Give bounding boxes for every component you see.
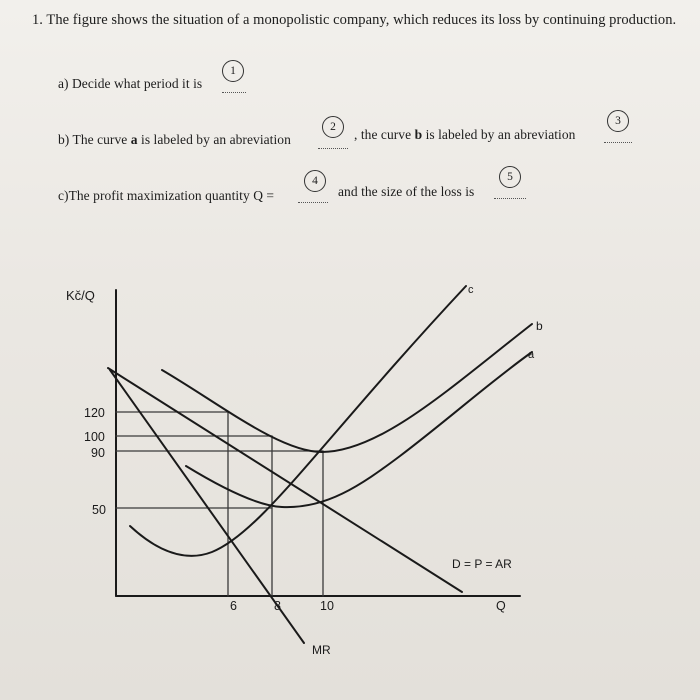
answer-circle-5: 5 — [499, 166, 521, 188]
answer-circle-2: 2 — [322, 116, 344, 138]
x-tick-6: 6 — [230, 599, 237, 613]
curve-label-b: b — [536, 319, 543, 333]
part-b-end: is labeled by an abreviation — [425, 127, 576, 142]
y-tick-100: 100 — [84, 430, 105, 444]
answer-circle-1: 1 — [222, 60, 244, 82]
x-tick-10: 10 — [320, 599, 334, 613]
answer-circle-4: 4 — [304, 170, 326, 192]
y-tick-90: 90 — [91, 446, 105, 460]
curve-b — [162, 324, 532, 452]
part-a-text: a) Decide what period it is — [58, 76, 203, 91]
x-axis-label: Q — [496, 599, 506, 613]
y-tick-50: 50 — [92, 503, 106, 517]
curve-a-letter: a — [130, 132, 138, 147]
question-text: The figure shows the situation of a monopolistic company, which reduces its loss by continuing production. — [46, 12, 677, 28]
curve-a — [186, 352, 532, 507]
part-c-text-2: and the size of the loss is — [338, 184, 475, 199]
answer-circle-3: 3 — [607, 110, 629, 132]
curve-b-letter: b — [414, 127, 423, 142]
demand-curve — [108, 368, 462, 592]
part-b-before: b) The curve — [58, 132, 128, 147]
part-b-mid: is labeled by an abreviation — [141, 132, 291, 147]
curve-label-demand: D = P = AR — [452, 557, 512, 571]
x-tick-8: 8 — [274, 599, 281, 613]
y-tick-120: 120 — [84, 406, 105, 420]
question-number: 1. — [32, 12, 43, 28]
curve-label-c: c — [468, 284, 474, 296]
part-c-text-1: c)The profit maximization quantity Q = — [58, 188, 275, 203]
curve-label-a: a — [528, 349, 535, 361]
part-b-mid2: , the curve — [354, 127, 412, 142]
y-axis-label: Kč/Q — [66, 288, 95, 303]
curve-label-mr: MR — [312, 643, 331, 657]
mc-curve-c — [130, 286, 466, 556]
